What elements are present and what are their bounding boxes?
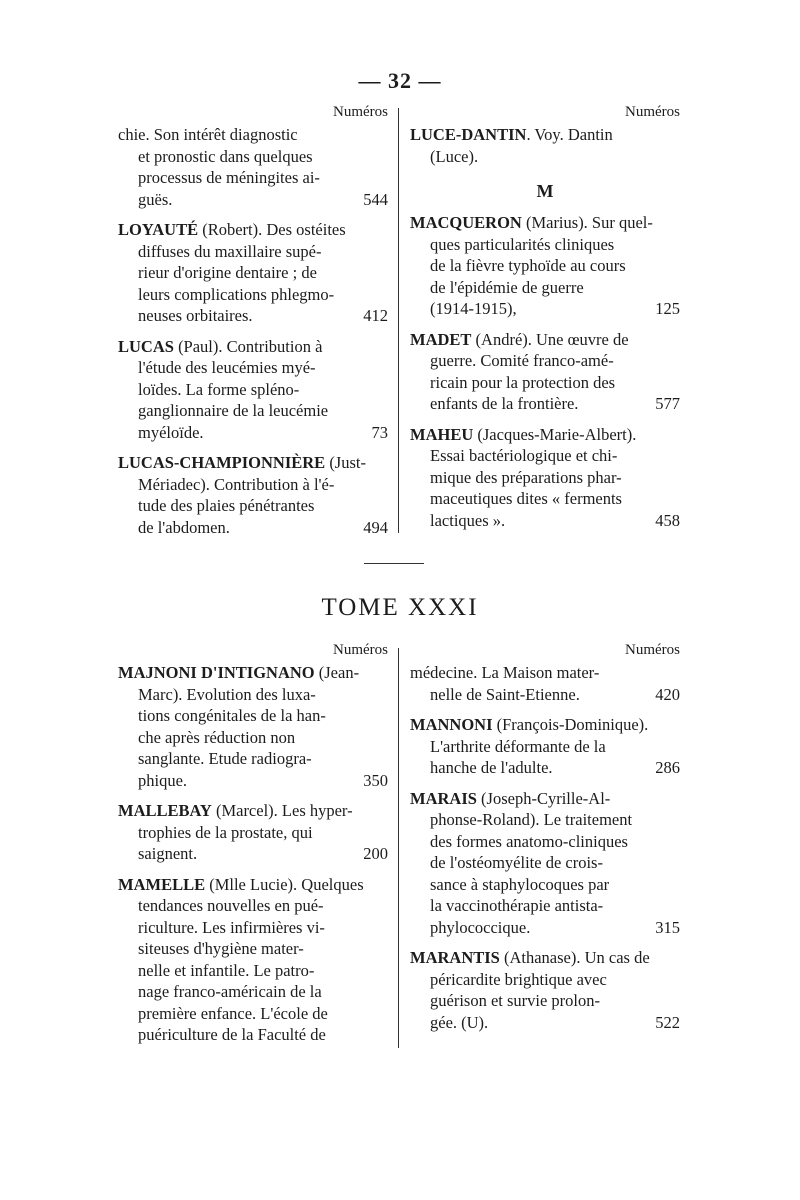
entry-line: de l'épidémie de guerre	[430, 277, 584, 297]
entry-line: hanche de l'adulte.	[430, 758, 553, 777]
entry-line: enfants de la frontière.	[430, 394, 579, 413]
entry-number: 522	[655, 1012, 680, 1032]
entry-line: de l'ostéomyélite de crois-	[430, 853, 603, 872]
entry-author: MAMELLE	[118, 874, 206, 894]
entry-line: processus de méningites ai-	[138, 168, 320, 187]
entry-number: 73	[371, 422, 388, 442]
column-divider	[398, 648, 399, 1048]
entry-line: nage franco-américain de la	[138, 982, 322, 1001]
entry-line: tendances nouvelles en pué-	[138, 896, 324, 915]
entry-line: puériculture de la Faculté de	[138, 1025, 326, 1044]
entry-line: riculture. Les infirmières vi-	[138, 917, 325, 937]
numeros-label: Numéros	[333, 104, 388, 120]
entry-line: ganglionnaire de la leucémie	[138, 401, 329, 420]
entry-line: (1914-1915),	[430, 299, 517, 318]
entry-number: 125	[655, 299, 680, 318]
entry-author: MACQUERON	[410, 213, 522, 232]
entry-line: L'arthrite déformante de la	[430, 736, 606, 756]
entry-line: neuses orbitaires.	[138, 306, 253, 325]
column-divider	[398, 108, 399, 533]
entry-line: Essai bactériologique et chi-	[430, 446, 618, 465]
entry-line: MAMELLE (Mlle Lucie). Quelques	[118, 874, 364, 894]
entry-line: et pronostic dans quelques	[138, 146, 313, 166]
entry-line: MACQUERON (Marius). Sur quel-	[410, 213, 653, 232]
top-left-column	[118, 104, 388, 547]
entry-line: mique des préparations phar-	[430, 467, 622, 487]
entry-line: saignent.	[138, 844, 198, 863]
entry-line: MALLEBAY (Marcel). Les hyper-	[118, 801, 353, 820]
entry-line: (Luce).	[430, 146, 479, 166]
entry-line: LUCE-DANTIN. Voy. Dantin	[410, 125, 613, 144]
page-number: — 32 —	[358, 68, 442, 93]
entry-line: diffuses du maxillaire supé-	[138, 241, 322, 261]
bottom-right-column	[410, 642, 680, 1042]
numeros-label: Numéros	[625, 642, 680, 658]
entry-line: myéloïde.	[138, 422, 204, 442]
entry-line: phylococcique.	[430, 917, 531, 937]
entry-line: MARAIS (Joseph-Cyrille-Al-	[410, 788, 611, 808]
entry-line: guerre. Comité franco-amé-	[430, 351, 614, 370]
bottom-left-column	[118, 642, 388, 1055]
entry-author: MAHEU	[410, 424, 474, 444]
entry-line: l'étude des leucémies myé-	[138, 358, 316, 377]
entry-author: MARAIS	[410, 788, 477, 808]
entry-line: leurs complications phlegmo-	[138, 284, 335, 304]
entry-number: 350	[363, 770, 388, 790]
entry-line: LUCAS-CHAMPIONNIÈRE (Just-	[118, 453, 366, 472]
index-entry	[118, 452, 388, 538]
index-entry	[410, 662, 680, 705]
entry-line: LOYAUTÉ (Robert). Des ostéites	[118, 220, 346, 239]
entry-line: siteuses d'hygiène mater-	[138, 939, 304, 958]
entry-line: ques particularités cliniques	[430, 234, 615, 254]
top-right-column	[410, 104, 680, 540]
index-entry	[410, 947, 680, 1033]
entry-line: tude des plaies pénétrantes	[138, 496, 315, 515]
entry-line: trophies de la prostate, qui	[138, 822, 313, 842]
entry-author: MARANTIS	[410, 948, 500, 967]
entry-line: guës.	[138, 189, 173, 209]
entry-line: maceutiques dites « ferments	[430, 489, 622, 508]
entry-line: nelle de Saint-Etienne.	[430, 684, 580, 704]
index-entry	[410, 714, 680, 779]
entry-line: Marc). Evolution des luxa-	[138, 684, 316, 704]
entry-author: LUCAS	[118, 336, 174, 356]
entry-line: des formes anatomo-cliniques	[430, 831, 628, 851]
entry-line: loïdes. La forme spléno-	[138, 379, 300, 399]
entry-number: 544	[363, 189, 388, 209]
entry-author: LUCE-DANTIN	[410, 125, 527, 144]
entry-line: guérison et survie prolon-	[430, 991, 601, 1010]
entry-number: 286	[655, 758, 680, 777]
entry-line: lactiques ».	[430, 510, 506, 530]
entry-number: 458	[655, 510, 680, 530]
entry-line: phonse-Roland). Le traitement	[430, 810, 633, 829]
entry-author: LUCAS-CHAMPIONNIÈRE	[118, 453, 326, 472]
entry-line: la vaccinothérapie antista-	[430, 896, 604, 915]
entry-line: gée. (U).	[430, 1012, 489, 1032]
entry-author: MAJNONI D'INTIGNANO	[118, 663, 315, 682]
entry-author: LOYAUTÉ	[118, 220, 199, 239]
entry-number: 412	[363, 306, 388, 325]
index-entry	[410, 788, 680, 939]
entry-line: de la fièvre typhoïde au cours	[430, 256, 626, 275]
index-entry	[118, 219, 388, 327]
entry-line: de l'abdomen.	[138, 517, 230, 537]
entry-number: 494	[363, 517, 388, 537]
entry-line: sanglante. Etude radiogra-	[138, 749, 312, 768]
entry-line: MAHEU (Jacques-Marie-Albert).	[410, 424, 637, 444]
index-entry	[118, 800, 388, 865]
entry-line: phique.	[138, 770, 188, 790]
entry-number: 577	[655, 394, 680, 413]
entry-line: Mériadec). Contribution à l'é-	[138, 474, 335, 494]
entry-line: che après réduction non	[138, 727, 296, 747]
entry-line: nelle et infantile. Le patro-	[138, 960, 315, 980]
index-entry	[410, 329, 680, 415]
section-title: TOME XXXI	[321, 594, 479, 621]
entry-line: péricardite brightique avec	[430, 969, 607, 989]
entry-line: chie. Son intérêt diagnostic	[118, 125, 298, 144]
index-entry	[118, 124, 388, 210]
entry-line: MADET (André). Une œuvre de	[410, 329, 629, 349]
entry-line: tions congénitales de la han-	[138, 706, 326, 725]
index-entry	[410, 124, 680, 167]
entry-line: sance à staphylocoques par	[430, 874, 610, 894]
index-entry	[118, 874, 388, 1046]
entry-line: rieur d'origine dentaire ; de	[138, 263, 317, 282]
numeros-label: Numéros	[625, 104, 680, 120]
entry-line: MANNONI (François-Dominique).	[410, 715, 649, 734]
numeros-label: Numéros	[333, 642, 388, 658]
letter-heading: M	[536, 181, 554, 201]
index-entry	[118, 662, 388, 791]
entry-number: 420	[655, 684, 680, 704]
entry-number: 200	[363, 844, 388, 863]
section-rule	[364, 563, 424, 564]
index-entry	[410, 424, 680, 532]
entry-line: MAJNONI D'INTIGNANO (Jean-	[118, 663, 360, 682]
entry-line: ricain pour la protection des	[430, 372, 616, 392]
entry-line: médecine. La Maison mater-	[410, 663, 600, 682]
entry-author: MADET	[410, 329, 472, 349]
entry-author: MALLEBAY	[118, 801, 212, 820]
entry-line: LUCAS (Paul). Contribution à	[118, 336, 323, 356]
entry-author: MANNONI	[410, 715, 493, 734]
entry-line: MARANTIS (Athanase). Un cas de	[410, 948, 650, 967]
entry-line: première enfance. L'école de	[138, 1003, 328, 1023]
index-entry	[118, 336, 388, 444]
index-entry	[410, 212, 680, 320]
entry-number: 315	[655, 917, 680, 937]
